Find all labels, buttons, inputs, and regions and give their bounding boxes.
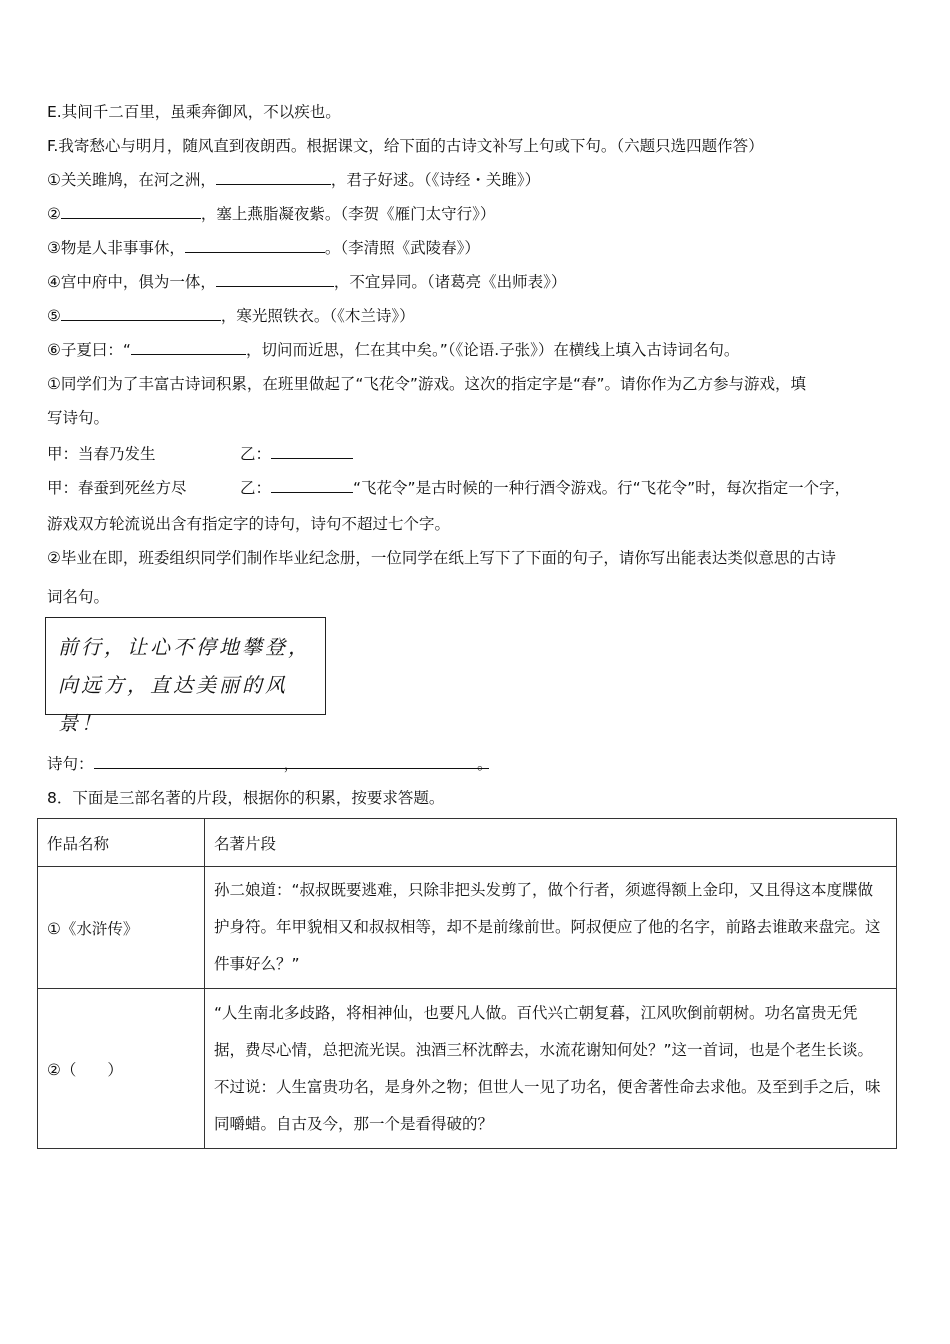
excerpt: 孙二娘道：“叔叔既要逃难，只除非把头发剪了，做个行者，须遮得额上金印，又且得这本度牒做护身符。年甲貌相又和叔叔相等，却不是前缘前世。阿叔便应了他的名字，前路去谁敢来盘完。这件事好么？” (205, 867, 897, 989)
text: “飞花令”是古时候的一种行酒令游戏。行“飞花令”时，每次指定一个字， (353, 479, 851, 497)
label: 诗句： (47, 755, 94, 773)
text-line: E.其间千二百里，虽乘奔御风，不以疾也。 (47, 103, 341, 121)
answer-blank[interactable] (131, 340, 246, 355)
header-cell: 名著片段 (205, 819, 897, 867)
text: ，塞上燕脂凝夜紫。（李贺《雁门太守行》） (200, 205, 496, 223)
text: ①关关雎鸠，在河之洲， (47, 171, 216, 189)
text-line: ②毕业在即，班委组织同学们制作毕业纪念册，一位同学在纸上写下了下面的句子，请你写出能表达类似意思的古诗 (47, 549, 836, 567)
answer-blank[interactable] (271, 478, 353, 493)
yi-answer (240, 478, 850, 498)
answer-blank[interactable] (299, 754, 477, 769)
text: 甲：春蚕到死丝方尽 (47, 479, 187, 497)
text: 乙： (240, 445, 272, 463)
work-name[interactable]: ②（ ） (38, 989, 205, 1149)
text: ⑥子夏曰：“ (47, 341, 131, 359)
text-line: 写诗句。 (47, 409, 110, 427)
text-line: F.我寄愁心与明月，随风直到夜朗西。根据课文，给下面的古诗文补写上句或下句。（六题只选四题作答） (47, 137, 764, 155)
question-3 (47, 238, 480, 258)
handwritten-image (45, 617, 326, 735)
text: 。（李清照《武陵春》） (324, 239, 480, 257)
table-row (38, 867, 897, 989)
game-line-2 (47, 478, 851, 498)
header-cell: 作品名称 (38, 819, 205, 867)
answer-blank[interactable] (61, 306, 221, 321)
answer-blank[interactable] (271, 444, 353, 459)
text: ，君子好逑。（《诗经・关雎》） (330, 171, 541, 189)
text-line: 游戏双方轮流说出含有指定字的诗句，诗句不超过七个字。 (47, 515, 451, 533)
text: ② (47, 205, 61, 223)
text: ④宫中府中，俱为一体， (47, 273, 216, 291)
text: 乙： (240, 479, 272, 497)
text: ，不宜异同。（诸葛亮《出师表》） (333, 273, 567, 291)
question-4 (47, 272, 566, 292)
answer-blank[interactable] (216, 170, 331, 185)
text: ③物是人非事事休， (47, 239, 185, 257)
work-name: ①《水浒传》 (38, 867, 205, 989)
works-table (37, 818, 897, 1149)
poem-answer-line (47, 754, 493, 774)
question-1 (47, 170, 540, 190)
text-line: 词名句。 (47, 588, 110, 606)
question-8: 8．下面是三部名著的片段，根据你的积累，按要求答题。 (47, 789, 445, 807)
period: 。 (477, 755, 493, 773)
text-line: ①同学们为了丰富古诗词积累，在班里做起了“飞花令”游戏。这次的指定字是“春”。请你作为乙方参与游戏，填 (47, 375, 807, 393)
table-row (38, 989, 897, 1149)
text: ，寒光照铁衣。（《木兰诗》） (220, 307, 415, 325)
excerpt: “人生南北多歧路，将相神仙，也要凡人做。百代兴亡朝复暮，江风吹倒前朝树。功名富贵无凭据，费尽心情，总把流光误。浊酒三杯沈醉去，水流花谢知何处？”这一首词，也是个老生长谈。不过说：人生富贵功名，是身外之物；但世人一见了功名，便舍著性命去求他。及至到手之后，味同嚼蜡。自古及今，那一个是看得破的？ (205, 989, 897, 1149)
text: ⑤ (47, 307, 61, 325)
text: ，切问而近思，仁在其中矣。”（《论语.子张》）在横线上填入古诗词名句。 (245, 341, 740, 359)
answer-blank[interactable] (216, 272, 334, 287)
game-line-1 (47, 444, 272, 464)
handwriting-line: 前行，让心不停地攀登， (58, 635, 311, 659)
table-header-row (38, 819, 897, 867)
question-6 (47, 340, 739, 360)
answer-blank[interactable] (185, 238, 325, 253)
question-5 (47, 306, 415, 326)
question-2 (47, 204, 495, 224)
answer-blank[interactable] (94, 754, 284, 769)
text: 甲：当春乃发生 (47, 445, 156, 463)
comma: ， (283, 755, 300, 773)
answer-blank[interactable] (61, 204, 201, 219)
handwriting-line: 向远方，直达美丽的风景！ (58, 673, 288, 735)
yi-answer (240, 444, 353, 464)
